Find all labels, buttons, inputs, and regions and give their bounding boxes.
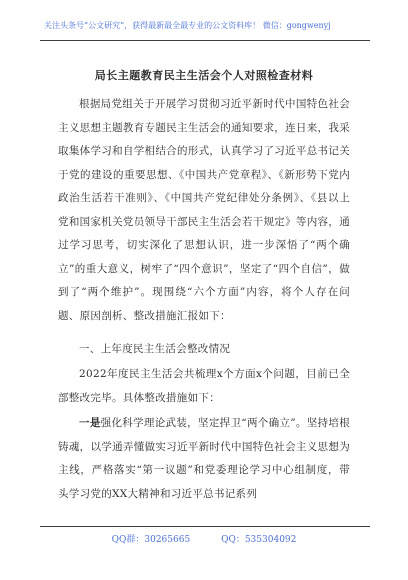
header-divider	[40, 40, 370, 41]
footer-qq: QQ：535304092	[221, 535, 297, 545]
section-heading: 一、上年度民主生活会整改情况	[79, 343, 231, 355]
point-one-lead: 一是	[79, 417, 101, 429]
footer-divider	[40, 526, 370, 527]
summary-paragraph: 2022年度民主生活会共梳理x个方面x个问题，目前已全部整改完毕。具体整改措施如下：	[58, 368, 350, 404]
footer-contact	[0, 534, 408, 546]
intro-paragraph: 根据局党组关于开展学习贯彻习近平新时代中国特色社会主义思想主题教育专题民主生活会的通知要求，连日来，我采取集体学习和自学相结合的形式，认真学习了习近平总书记关于党的建设的重要思想、《中国共产党章程》、《新形势下党内政治生活若干准则》、《中国共产党纪律处分条例》、《县以上党和国家机关党员领导干部民主生活会若干规定》等内容，通过学习思考，切实深化了思想认识，进一步深悟了“两个确立”的重大意义，树牢了“四个意识”，坚定了“四个自信”，做到了“两个维护”。现围绕“六个方面”内容，将个人存在问题、原因剖析、整改措施汇报如下：	[58, 98, 350, 322]
document-title: 局长主题教育民主生活会个人对照检查材料	[94, 69, 314, 82]
point-one-text: 强化科学理论武装，坚定捍卫“两个确立”。坚持培根铸魂，以学通弄懂做实习近平新时代中国特色社会主义思想为主线，严格落实“第一议题”和党委理论学习中心组制度，带头学习党的XX大精神和习近平总书记系列	[58, 417, 350, 500]
point-one-paragraph	[58, 412, 350, 506]
footer-qq-group: QQ群：30265665	[111, 535, 191, 545]
header-banner: 关注头条号“公文研究”，获得最新最全最专业的公文资料库！ 微信：gongwenyj	[44, 21, 331, 30]
